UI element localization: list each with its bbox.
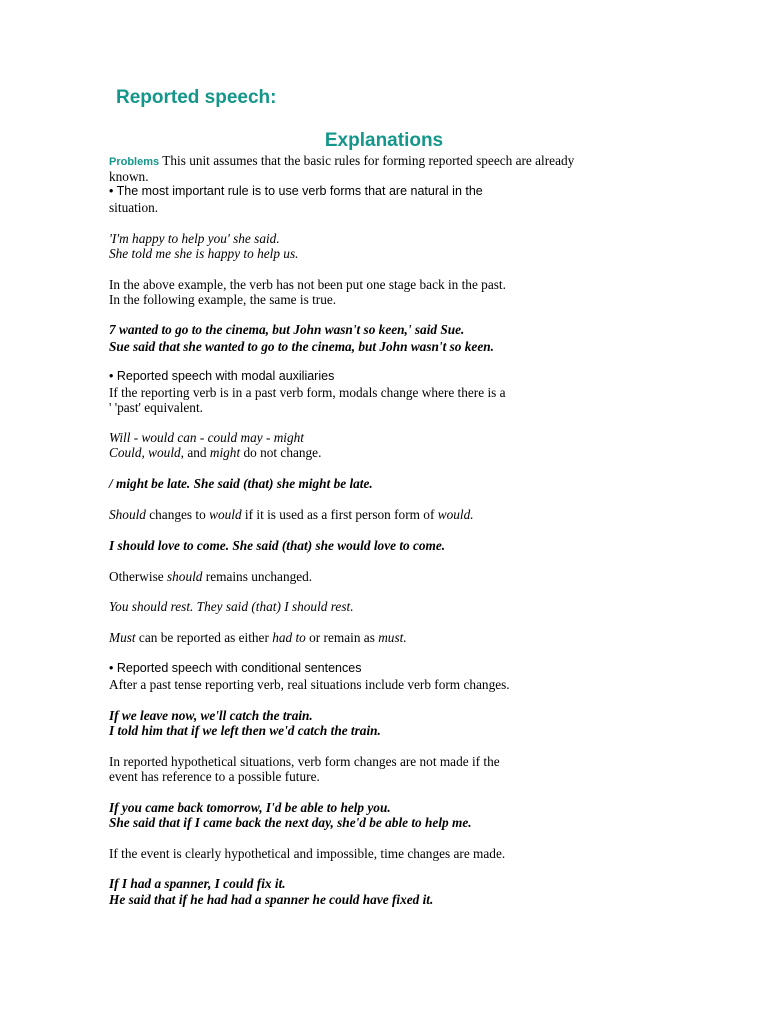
intro-text: This unit assumes that the basic rules for forming reported speech are already: [159, 153, 575, 168]
page-title: Reported speech:: [116, 87, 277, 108]
modal-rule-line-1: If the reporting verb is in a past verb form, modals change where there is a: [109, 385, 506, 400]
example-should-love: I should love to come. She said (that) she would love to come.: [109, 538, 446, 553]
modal-nochange-might: might: [209, 445, 241, 460]
must-rule: [109, 630, 407, 646]
should-mid2: if it is used as a first person form of: [241, 507, 438, 522]
would-word: would: [209, 507, 242, 522]
had-to-word: had to: [272, 630, 306, 645]
modal-pairs: Will - would can - could may - might: [109, 430, 304, 445]
example-tomorrow-direct: If you came back tomorrow, I'd be able to help you.: [109, 800, 391, 815]
otherwise-should: should: [166, 569, 203, 584]
modal-nochange-words: Could, would,: [109, 445, 184, 460]
example-should-rest: You should rest. They said (that) I should rest.: [109, 599, 354, 614]
intro-line-1: [109, 153, 574, 171]
section-heading: Explanations: [324, 130, 444, 151]
example-spanner-reported: He said that if he had had a spanner he could have fixed it.: [109, 892, 434, 907]
example-might-late: / might be late. She said (that) she might be late.: [109, 476, 373, 491]
example-happy-reported: She told me she is happy to help us.: [109, 246, 299, 261]
bullet-important-rule: • The most important rule is to use verb forms that are natural in the: [109, 184, 483, 198]
example-train-reported: I told him that if we left then we'd catch the train.: [109, 723, 381, 738]
otherwise-rule: [109, 569, 312, 585]
explanation-paragraph-1: In the above example, the verb has not been put one stage back in the past.: [109, 277, 506, 292]
example-cinema-reported: Sue said that she wanted to go to the cinema, but John wasn't so keen.: [109, 339, 494, 354]
impossible-paragraph: If the event is clearly hypothetical and impossible, time changes are made.: [109, 846, 506, 861]
conditional-rule: After a past tense reporting verb, real situations include verb form changes.: [109, 677, 510, 692]
should-mid: changes to: [145, 507, 210, 522]
modal-nochange: [109, 445, 321, 461]
otherwise-pre: Otherwise: [109, 569, 167, 584]
problems-label: Problems: [109, 156, 160, 168]
otherwise-post: remains unchanged.: [202, 569, 313, 584]
modal-rule-line-2: ' 'past' equivalent.: [109, 400, 203, 415]
intro-line-2: known.: [109, 169, 149, 184]
bullet-important-rule-cont: situation.: [109, 200, 159, 215]
example-spanner-direct: If I had a spanner, I could fix it.: [109, 876, 286, 891]
example-tomorrow-reported: She said that if I came back the next day, she'd be able to help me.: [109, 815, 472, 830]
must-mid2: or remain as: [305, 630, 379, 645]
modal-nochange-rest: do not change.: [240, 445, 322, 460]
must-word-2: must.: [378, 630, 407, 645]
explanation-paragraph-2: In the following example, the same is true.: [109, 292, 337, 307]
must-word: Must: [109, 630, 136, 645]
bullet-conditional-sentences: • Reported speech with conditional sentences: [109, 661, 362, 675]
example-happy-direct: 'I'm happy to help you' she said.: [109, 231, 280, 246]
hypothetical-paragraph-1: In reported hypothetical situations, verb form changes are not made if the: [109, 754, 500, 769]
should-rule: [109, 507, 474, 523]
must-mid: can be reported as either: [135, 630, 273, 645]
would-word-2: would.: [437, 507, 474, 522]
should-word: Should: [109, 507, 146, 522]
modal-nochange-and: and: [184, 445, 210, 460]
hypothetical-paragraph-2: event has reference to a possible future.: [109, 769, 320, 784]
example-train-direct: If we leave now, we'll catch the train.: [109, 708, 313, 723]
example-cinema-direct: 7 wanted to go to the cinema, but John wasn't so keen,' said Sue.: [109, 322, 465, 337]
bullet-modal-auxiliaries: • Reported speech with modal auxiliaries: [109, 369, 335, 383]
